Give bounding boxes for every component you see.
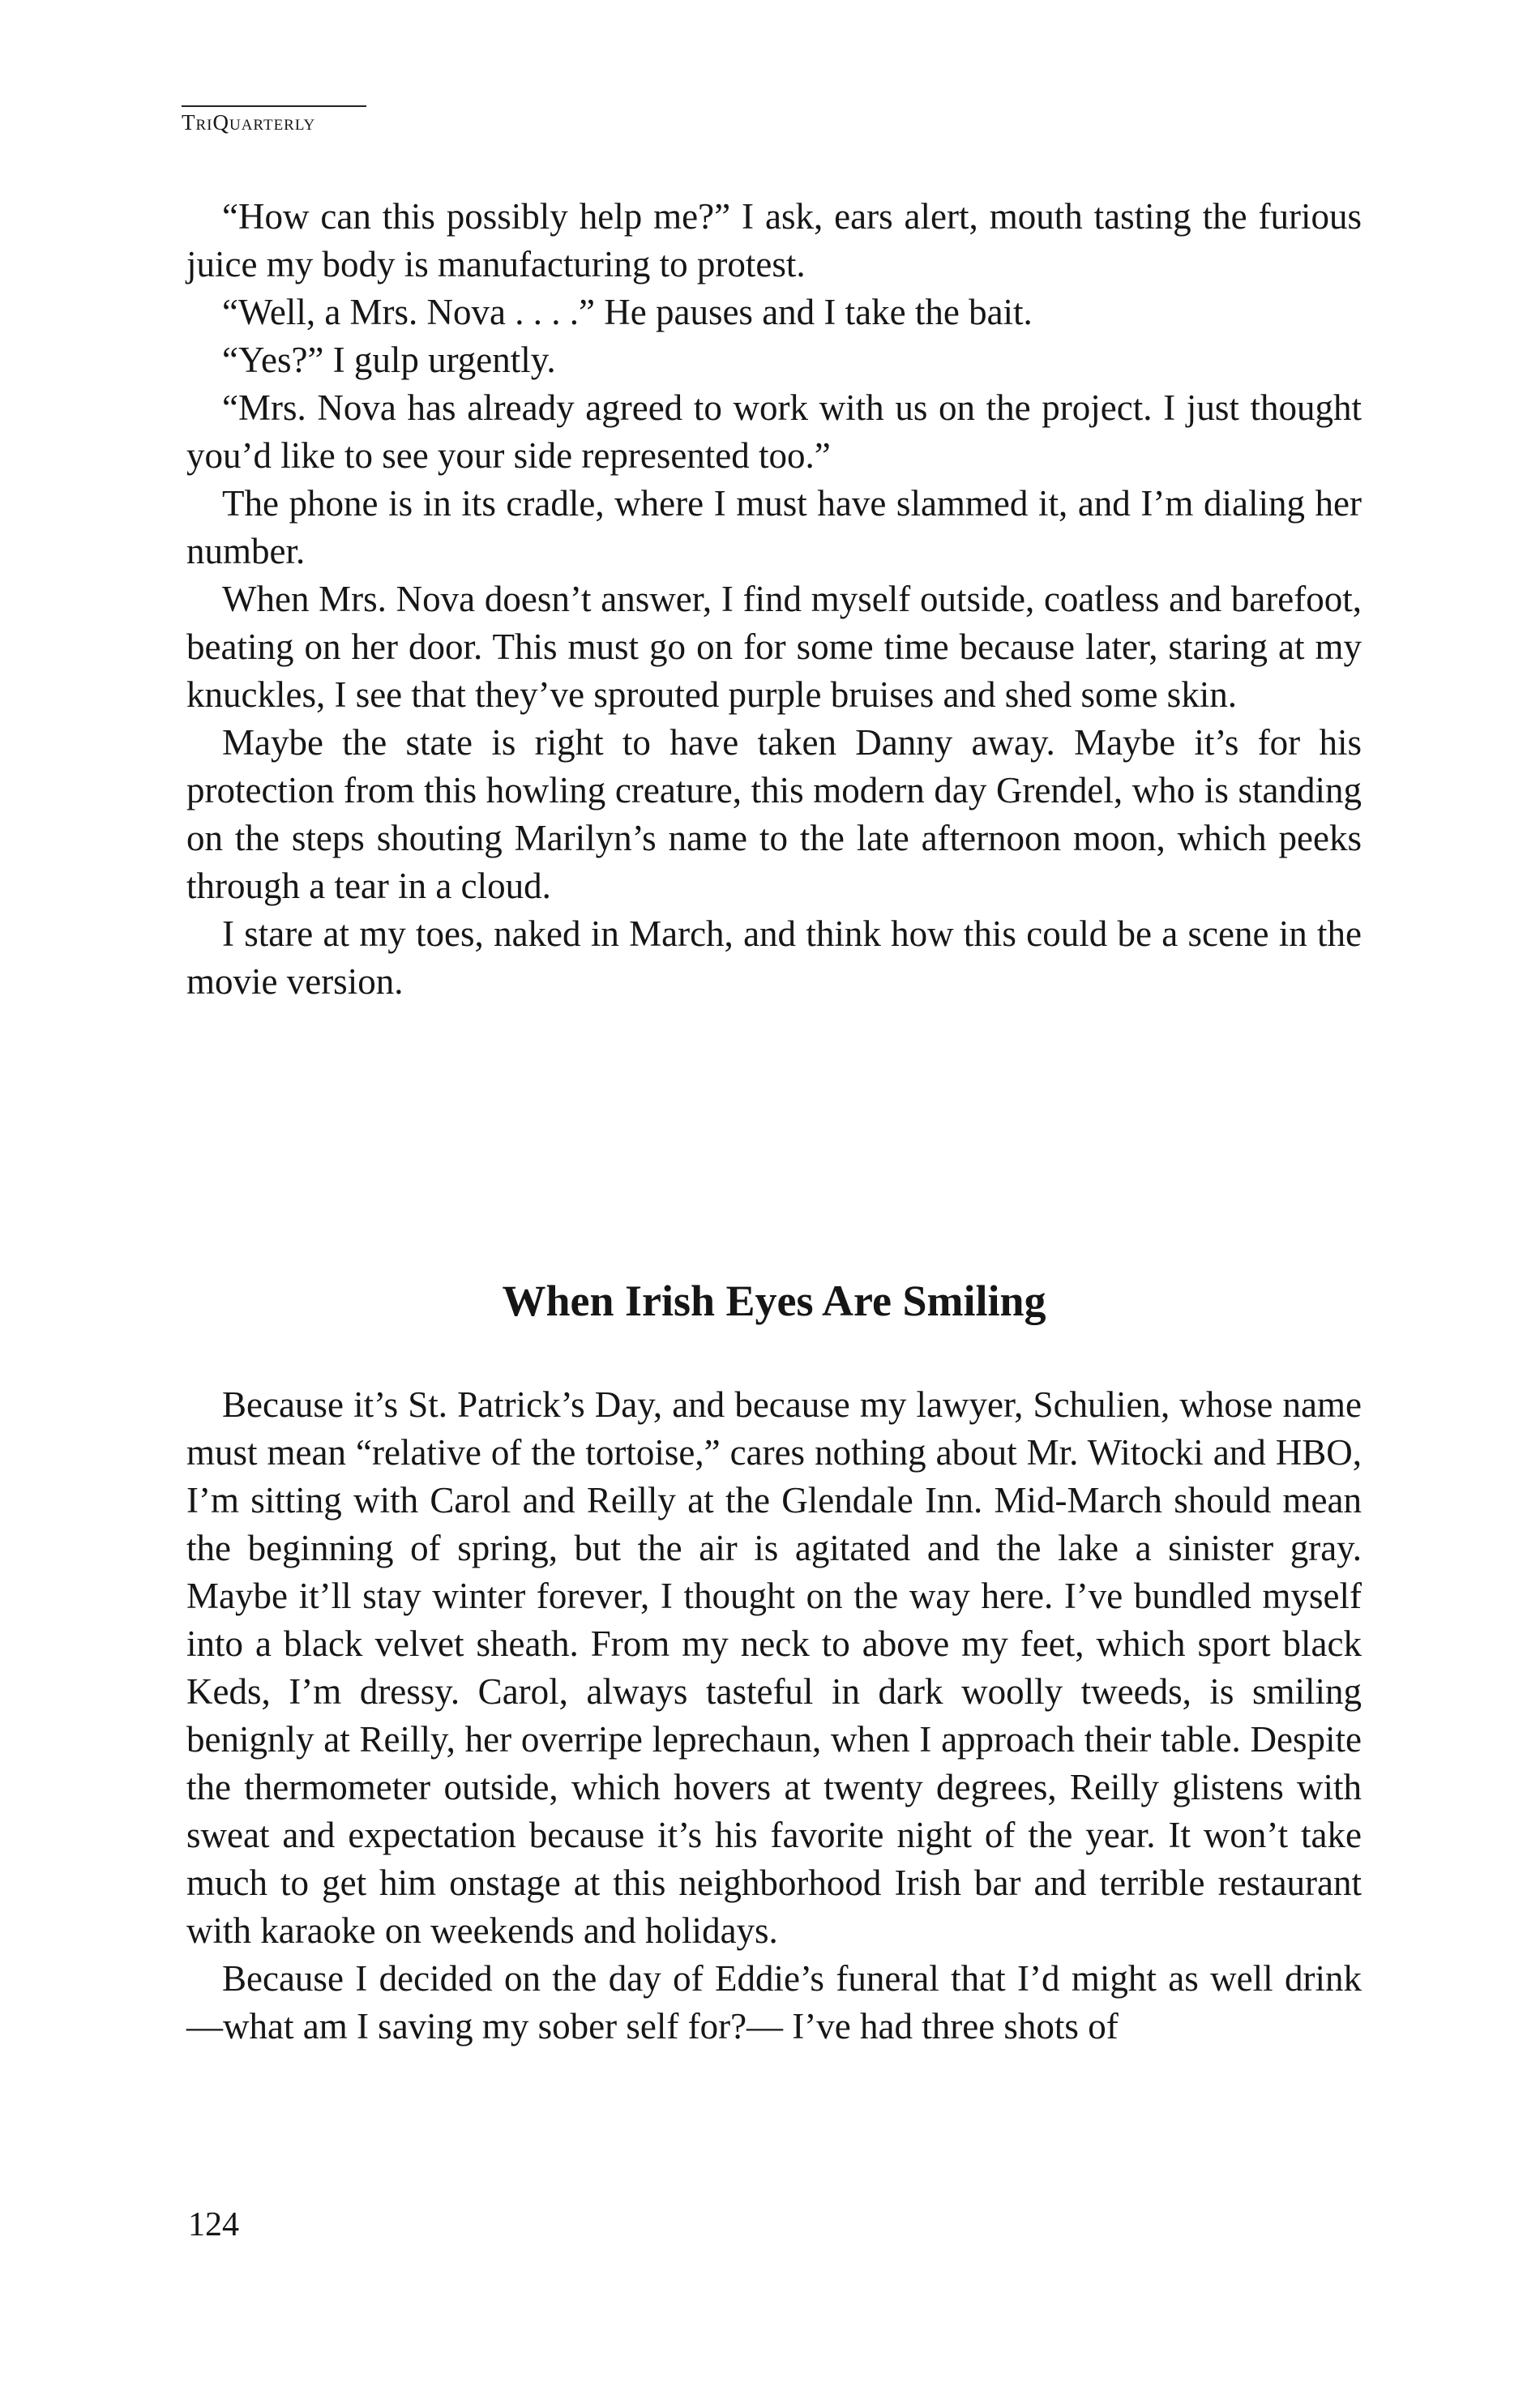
paragraph: “Yes?” I gulp urgently.	[222, 340, 556, 380]
story-title: When Irish Eyes Are Smiling	[502, 1277, 1046, 1325]
running-head	[182, 112, 315, 134]
paragraph: “Well, a Mrs. Nova . . . .” He pauses and I take the bait.	[222, 292, 1033, 332]
paragraph: Maybe the state is right to have taken Danny away. Maybe it’s for his protection from this howling creature, this modern day Grendel, who is standing on the steps shouting Marilyn’s name to the late afternoon moon, which peeks through a tear in a cloud.	[186, 722, 1362, 906]
paragraph: Because I decided on the day of Eddie’s funeral that I’d might as well drink—what am I saving my sober self for?— I’ve had three shots of	[186, 1958, 1362, 2047]
paragraph: Because it’s St. Patrick’s Day, and because my lawyer, Schulien, whose name must mean “relative of the tortoise,” cares nothing about Mr. Witocki and HBO, I’m sitting with Carol and Reilly at the Glendale Inn. Mid-March should mean the beginning of spring, but the air is agitated and the lake a sinister gray. Maybe it’ll stay winter forever, I thought on the way here. I’ve bundled myself into a black velvet sheath. From my neck to above my feet, which sport black Keds, I’m dressy. Carol, always tasteful in dark woolly tweeds, is smiling benignly at Reilly, her overripe leprechaun, when I approach their table. Despite the thermometer outside, which hovers at twenty degrees, Reilly glistens with sweat and expectation because it’s his favorite night of the year. It won’t take much to get him onstage at this neighborhood Irish bar and terrible restaurant with karaoke on weekends and holidays.	[186, 1384, 1362, 1951]
page-number: 124	[188, 2206, 239, 2243]
paragraph: “Mrs. Nova has already agreed to work with us on the project. I just thought you’d like to see your side represented too.”	[186, 387, 1362, 476]
paragraph: When Mrs. Nova doesn’t answer, I find myself outside, coatless and barefoot, beating on her door. This must go on for some time because later, staring at my knuckles, I see that they’ve sprouted purple bruises and shed some skin.	[186, 579, 1362, 715]
paragraph: The phone is in its cradle, where I must have slammed it, and I’m dialing her number.	[186, 483, 1362, 571]
running-head-rule	[182, 105, 366, 107]
new-story-text	[186, 1381, 1362, 2051]
continued-story-text	[186, 193, 1362, 1006]
running-head-text: TriQuarterly	[182, 110, 316, 135]
paragraph: “How can this possibly help me?” I ask, ears alert, mouth tasting the furious juice my body is manufacturing to protest.	[186, 196, 1362, 284]
paragraph: I stare at my toes, naked in March, and think how this could be a scene in the movie version.	[186, 913, 1362, 1002]
